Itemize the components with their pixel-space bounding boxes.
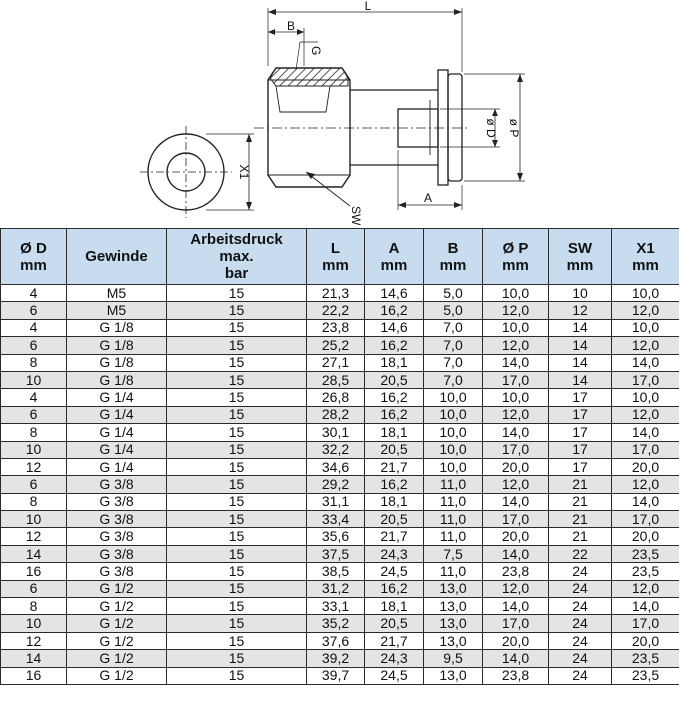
table-cell-sw: 21 [549,476,612,493]
table-cell-gewinde: G 1/8 [67,354,167,371]
table-cell-a: 20,5 [365,441,424,458]
table-cell-l: 33,4 [307,511,365,528]
table-cell-a: 24,3 [365,545,424,562]
column-header-line: SW [567,239,593,257]
column-header-line: mm [566,256,594,274]
nut-hatched-section [270,68,348,86]
column-header-b [424,229,483,285]
dim-label-d: ø D [484,118,498,138]
header-row [1,229,679,285]
table-cell-arbeitsdruck: 15 [167,424,307,441]
table-cell-op: 17,0 [483,371,549,388]
table-cell-sw: 14 [549,371,612,388]
table-cell-gewinde: G 3/8 [67,476,167,493]
table-row [1,424,679,441]
table-row [1,632,679,649]
table-cell-l: 37,5 [307,545,365,562]
table-row [1,371,679,388]
table-cell-od: 16 [1,563,67,580]
table-cell-od: 6 [1,476,67,493]
table-cell-od: 12 [1,458,67,475]
table-cell-op: 17,0 [483,511,549,528]
table-cell-gewinde: M5 [67,285,167,302]
column-header-line: B [447,239,459,257]
end-view [140,126,254,218]
table-cell-l: 31,2 [307,580,365,597]
table-cell-a: 16,2 [365,389,424,406]
table-cell-b: 13,0 [424,615,483,632]
column-header-a [365,229,424,285]
table-cell-x1: 10,0 [612,285,679,302]
table-cell-b: 11,0 [424,476,483,493]
table-cell-op: 12,0 [483,337,549,354]
table-row [1,441,679,458]
table-cell-gewinde: G 3/8 [67,563,167,580]
table-cell-arbeitsdruck: 15 [167,285,307,302]
column-header-line: Ø P [502,239,529,257]
table-cell-gewinde: G 3/8 [67,528,167,545]
table-cell-l: 27,1 [307,354,365,371]
table-cell-a: 24,5 [365,667,424,684]
dim-label-g: G [309,46,323,56]
table-cell-l: 28,5 [307,371,365,388]
table-cell-b: 10,0 [424,424,483,441]
table-header [1,229,679,285]
table-cell-x1: 17,0 [612,441,679,458]
table-cell-b: 11,0 [424,528,483,545]
column-header-line: bar [224,265,249,282]
table-cell-arbeitsdruck: 15 [167,615,307,632]
table-cell-a: 18,1 [365,598,424,615]
table-cell-l: 29,2 [307,476,365,493]
table-cell-a: 16,2 [365,302,424,319]
table-cell-x1: 14,0 [612,598,679,615]
table-cell-od: 4 [1,389,67,406]
table-cell-arbeitsdruck: 15 [167,580,307,597]
table-cell-gewinde: G 1/8 [67,337,167,354]
table-cell-b: 13,0 [424,667,483,684]
table-cell-b: 10,0 [424,458,483,475]
table-cell-arbeitsdruck: 15 [167,441,307,458]
table-cell-od: 8 [1,424,67,441]
table-cell-od: 8 [1,598,67,615]
table-cell-x1: 10,0 [612,389,679,406]
table-cell-od: 10 [1,371,67,388]
table-cell-l: 30,1 [307,424,365,441]
table-cell-l: 32,2 [307,441,365,458]
table-cell-l: 35,2 [307,615,365,632]
table-cell-x1: 12,0 [612,476,679,493]
table-row [1,528,679,545]
table-cell-arbeitsdruck: 15 [167,458,307,475]
table-cell-arbeitsdruck: 15 [167,476,307,493]
table-cell-sw: 14 [549,354,612,371]
table-cell-od: 14 [1,650,67,667]
table-cell-b: 7,5 [424,545,483,562]
table-row [1,458,679,475]
table-cell-op: 12,0 [483,406,549,423]
table-cell-a: 24,5 [365,563,424,580]
dim-label-x1: X1 [237,164,251,180]
table-cell-b: 9,5 [424,650,483,667]
table-cell-arbeitsdruck: 15 [167,667,307,684]
column-header-line: mm [322,256,349,274]
column-header-line: L [330,239,341,257]
column-header-line: mm [20,256,47,274]
table-cell-b: 5,0 [424,302,483,319]
column-header-l [307,229,365,285]
table-cell-l: 38,5 [307,563,365,580]
table-cell-od: 10 [1,511,67,528]
table-cell-b: 13,0 [424,632,483,649]
table-cell-sw: 21 [549,493,612,510]
column-header-line: mm [439,256,467,274]
table-cell-sw: 24 [549,598,612,615]
table-row [1,406,679,423]
table-cell-sw: 17 [549,441,612,458]
table-cell-od: 14 [1,545,67,562]
table-cell-gewinde: G 1/4 [67,389,167,406]
table-cell-l: 39,7 [307,667,365,684]
table-cell-op: 20,0 [483,632,549,649]
table-cell-l: 37,6 [307,632,365,649]
table-cell-x1: 14,0 [612,354,679,371]
column-header-arbeitsdruck [167,229,307,285]
table-cell-x1: 20,0 [612,458,679,475]
table-cell-gewinde: G 1/2 [67,650,167,667]
table-cell-op: 10,0 [483,285,549,302]
table-cell-gewinde: G 3/8 [67,545,167,562]
table-cell-arbeitsdruck: 15 [167,545,307,562]
table-cell-op: 10,0 [483,389,549,406]
table-cell-sw: 24 [549,615,612,632]
table-cell-op: 12,0 [483,580,549,597]
table-cell-arbeitsdruck: 15 [167,406,307,423]
table-cell-x1: 23,5 [612,563,679,580]
table-cell-l: 21,3 [307,285,365,302]
table-cell-gewinde: G 1/2 [67,615,167,632]
table-cell-arbeitsdruck: 15 [167,371,307,388]
table-cell-b: 10,0 [424,441,483,458]
table-row [1,650,679,667]
table-cell-arbeitsdruck: 15 [167,563,307,580]
table-cell-a: 20,5 [365,371,424,388]
table-cell-sw: 14 [549,319,612,336]
dim-label-a: A [423,191,433,205]
table-cell-gewinde: G 1/4 [67,406,167,423]
table-cell-od: 10 [1,441,67,458]
table-row [1,580,679,597]
table-cell-l: 31,1 [307,493,365,510]
table-cell-od: 6 [1,406,67,423]
table-cell-sw: 17 [549,389,612,406]
table-cell-arbeitsdruck: 15 [167,389,307,406]
column-header-line: Ø D [20,239,47,257]
table-cell-sw: 17 [549,458,612,475]
table-cell-a: 20,5 [365,615,424,632]
table-cell-sw: 17 [549,406,612,423]
table-cell-x1: 20,0 [612,528,679,545]
table-cell-b: 11,0 [424,493,483,510]
table-cell-op: 20,0 [483,528,549,545]
table-cell-arbeitsdruck: 15 [167,354,307,371]
table-cell-op: 14,0 [483,545,549,562]
table-cell-l: 28,2 [307,406,365,423]
table-cell-sw: 21 [549,528,612,545]
table-cell-a: 21,7 [365,458,424,475]
table-cell-a: 16,2 [365,476,424,493]
table-cell-b: 7,0 [424,319,483,336]
table-cell-a: 18,1 [365,354,424,371]
table-cell-a: 20,5 [365,511,424,528]
specification-table [0,228,679,685]
table-cell-b: 13,0 [424,580,483,597]
table-cell-od: 10 [1,615,67,632]
table-cell-x1: 17,0 [612,371,679,388]
column-header-line: X1 [636,239,655,257]
table-cell-sw: 14 [549,337,612,354]
table-cell-sw: 17 [549,424,612,441]
table-cell-x1: 12,0 [612,580,679,597]
dim-label-p: ø P [507,118,521,138]
table-cell-od: 8 [1,493,67,510]
table-cell-a: 16,2 [365,337,424,354]
table-cell-l: 25,2 [307,337,365,354]
table-cell-x1: 12,0 [612,337,679,354]
table-cell-x1: 20,0 [612,632,679,649]
table-cell-od: 4 [1,285,67,302]
column-header-line: A [388,239,400,257]
table-cell-od: 4 [1,319,67,336]
column-header-line: mm [502,256,529,274]
table-cell-a: 16,2 [365,580,424,597]
column-header-sw [549,229,612,285]
dim-label-l: L [364,0,372,13]
collet-flange [448,74,462,181]
table-cell-b: 7,0 [424,337,483,354]
table-cell-od: 8 [1,354,67,371]
release-ring [438,70,448,185]
table-body [1,285,679,685]
table-cell-x1: 14,0 [612,493,679,510]
table-cell-a: 16,2 [365,406,424,423]
table-cell-gewinde: G 1/8 [67,371,167,388]
table-cell-l: 22,2 [307,302,365,319]
column-header-x1 [612,229,679,285]
table-row [1,545,679,562]
table-cell-b: 10,0 [424,389,483,406]
table-cell-od: 6 [1,580,67,597]
column-header-line: mm [380,256,408,274]
table-cell-gewinde: G 1/2 [67,598,167,615]
table-cell-x1: 12,0 [612,302,679,319]
table-cell-arbeitsdruck: 15 [167,493,307,510]
table-cell-op: 14,0 [483,424,549,441]
table-row [1,389,679,406]
table-cell-sw: 21 [549,511,612,528]
table-cell-a: 14,6 [365,319,424,336]
table-cell-op: 17,0 [483,441,549,458]
table-cell-x1: 17,0 [612,511,679,528]
column-header-gewinde [67,229,167,285]
table-cell-a: 18,1 [365,493,424,510]
table-cell-gewinde: G 1/2 [67,580,167,597]
table-cell-gewinde: G 1/4 [67,441,167,458]
table-cell-x1: 23,5 [612,545,679,562]
table-cell-arbeitsdruck: 15 [167,528,307,545]
table-cell-od: 6 [1,337,67,354]
table-cell-sw: 12 [549,302,612,319]
table-cell-sw: 24 [549,632,612,649]
table-cell-op: 14,0 [483,354,549,371]
column-header-line: max. [219,248,254,265]
table-cell-op: 17,0 [483,615,549,632]
table-cell-arbeitsdruck: 15 [167,302,307,319]
column-header-op [483,229,549,285]
table-cell-x1: 10,0 [612,319,679,336]
table-cell-sw: 10 [549,285,612,302]
table-cell-op: 14,0 [483,598,549,615]
table-cell-gewinde: G 1/4 [67,458,167,475]
table-cell-b: 7,0 [424,371,483,388]
table-cell-l: 39,2 [307,650,365,667]
table-cell-op: 23,8 [483,563,549,580]
table-row [1,493,679,510]
column-header-od [1,229,67,285]
table-row [1,319,679,336]
table-cell-op: 12,0 [483,302,549,319]
table-cell-op: 20,0 [483,458,549,475]
table-cell-op: 14,0 [483,493,549,510]
table-cell-arbeitsdruck: 15 [167,319,307,336]
table-cell-od: 16 [1,667,67,684]
table-cell-a: 14,6 [365,285,424,302]
table-cell-l: 33,1 [307,598,365,615]
table-cell-arbeitsdruck: 15 [167,598,307,615]
table-row [1,285,679,302]
table-cell-l: 34,6 [307,458,365,475]
table-row [1,563,679,580]
table-cell-x1: 23,5 [612,650,679,667]
table-row [1,598,679,615]
table-row [1,337,679,354]
table-cell-l: 35,6 [307,528,365,545]
table-cell-gewinde: G 1/8 [67,319,167,336]
table-cell-arbeitsdruck: 15 [167,511,307,528]
column-header-line: Arbeitsdruck [190,231,283,248]
table-cell-l: 26,8 [307,389,365,406]
table-cell-arbeitsdruck: 15 [167,650,307,667]
side-view [254,0,525,226]
table-cell-a: 21,7 [365,528,424,545]
table-cell-gewinde: M5 [67,302,167,319]
table-cell-b: 13,0 [424,598,483,615]
table-cell-gewinde: G 1/2 [67,632,167,649]
dim-label-b: B [286,19,296,33]
table-cell-sw: 24 [549,563,612,580]
table-cell-sw: 24 [549,650,612,667]
table-cell-arbeitsdruck: 15 [167,632,307,649]
table-cell-x1: 12,0 [612,406,679,423]
table-cell-arbeitsdruck: 15 [167,337,307,354]
dim-label-sw: SW [349,206,363,226]
table-row [1,511,679,528]
table-row [1,667,679,684]
table-cell-gewinde: G 1/4 [67,424,167,441]
table-row [1,302,679,319]
table-cell-l: 23,8 [307,319,365,336]
table-cell-od: 12 [1,632,67,649]
table-cell-b: 7,0 [424,354,483,371]
table-row [1,354,679,371]
table-row [1,476,679,493]
table-cell-b: 10,0 [424,406,483,423]
table-cell-op: 12,0 [483,476,549,493]
table-cell-op: 23,8 [483,667,549,684]
table-cell-b: 11,0 [424,511,483,528]
table-cell-sw: 22 [549,545,612,562]
table-cell-a: 18,1 [365,424,424,441]
column-header-line: mm [632,256,659,274]
fitting-technical-drawing [0,0,679,228]
table-cell-x1: 17,0 [612,615,679,632]
table-cell-op: 10,0 [483,319,549,336]
table-cell-a: 21,7 [365,632,424,649]
table-cell-od: 12 [1,528,67,545]
table-row [1,615,679,632]
column-header-line: Gewinde [85,248,148,265]
table-cell-od: 6 [1,302,67,319]
table-cell-op: 14,0 [483,650,549,667]
table-cell-gewinde: G 3/8 [67,511,167,528]
table-cell-gewinde: G 1/2 [67,667,167,684]
table-cell-a: 24,3 [365,650,424,667]
table-cell-b: 5,0 [424,285,483,302]
table-cell-b: 11,0 [424,563,483,580]
table-cell-x1: 23,5 [612,667,679,684]
table-cell-sw: 24 [549,667,612,684]
table-cell-gewinde: G 3/8 [67,493,167,510]
table-cell-sw: 24 [549,580,612,597]
table-cell-x1: 14,0 [612,424,679,441]
